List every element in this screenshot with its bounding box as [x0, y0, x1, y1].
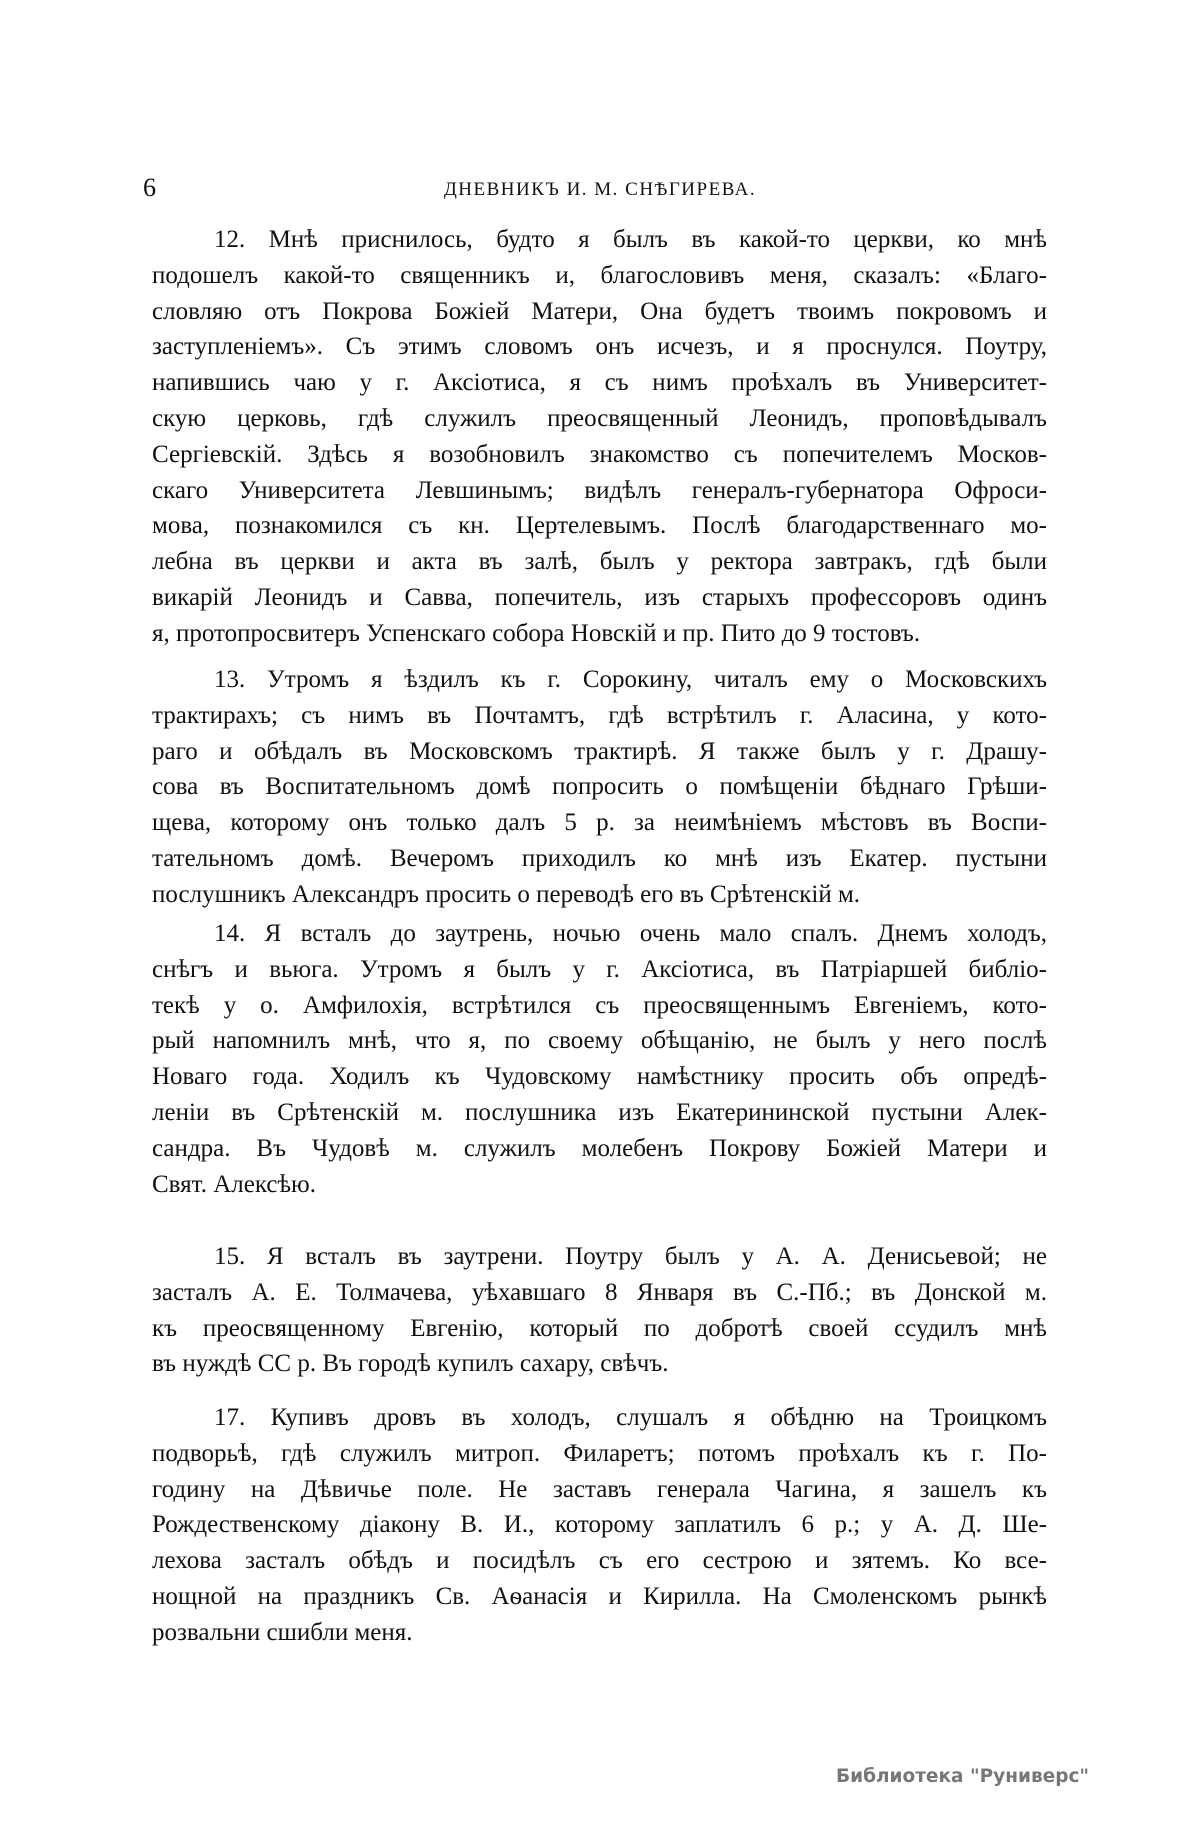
text-line: сова въ Воспитательномъ домѣ попросить о помѣщеніи бѣднаго Грѣши-: [152, 773, 1047, 801]
text-line: 17. Купивъ дровъ въ холодъ, слушалъ я обѣдню на Троицкомъ: [214, 1404, 1047, 1431]
text-line: напившись чаю у г. Аксіотиса, я съ нимъ проѣхалъ въ Университет-: [152, 369, 1047, 397]
text-line: скую церковь, гдѣ служилъ преосвященный Леонидъ, проповѣдывалъ: [152, 404, 1047, 432]
diary-entry-14: [152, 916, 1047, 1202]
text-line: раго и обѣдалъ въ Московскомъ трактирѣ. Я также былъ у г. Драшу-: [152, 737, 1047, 765]
text-line: годину на Дѣвичье поле. Не заставъ генерала Чагина, я зашелъ къ: [152, 1475, 1047, 1503]
text-line: подворьѣ, гдѣ служилъ митроп. Филаретъ; потомъ проѣхалъ къ г. По-: [152, 1439, 1047, 1467]
text-line: Свят. Алексѣю.: [152, 1170, 316, 1198]
text-line: подошелъ какой-то священникъ и, благословивъ меня, сказалъ: «Благо-: [152, 261, 1047, 289]
diary-entry-17: [152, 1400, 1047, 1651]
text-line: Сергіевскій. Здѣсь я возобновилъ знакомство съ попечителемъ Москов-: [152, 440, 1047, 468]
text-line: въ нуждѣ СС р. Въ городѣ купилъ сахару, свѣчъ.: [152, 1350, 669, 1378]
text-line: 14. Я всталъ до заутрень, ночью очень мало спалъ. Днемъ холодъ,: [214, 920, 1047, 947]
text-line: щева, которому онъ только далъ 5 р. за неимѣніемъ мѣстовъ въ Воспи-: [152, 809, 1047, 837]
text-line: розвальни сшибли меня.: [152, 1618, 413, 1646]
text-line: сандра. Въ Чудовѣ м. служилъ молебенъ Покрову Божіей Матери и: [152, 1134, 1047, 1162]
text-line: Рождественскому діакону В. И., которому заплатилъ 6 р.; у А. Д. Ше-: [152, 1511, 1047, 1539]
running-title: ДНЕВНИКЪ И. М. СНѢГИРЕВА.: [443, 179, 757, 200]
diary-entry-12: [152, 222, 1047, 652]
text-line: лебна въ церкви и акта въ залѣ, былъ у ректора завтракъ, гдѣ были: [152, 548, 1047, 576]
text-line: словляю отъ Покрова Божіей Матери, Она будетъ твоимъ покровомъ и: [152, 297, 1047, 325]
diary-entry-13: [152, 662, 1047, 913]
text-line: 13. Утромъ я ѣздилъ къ г. Сорокину, читалъ ему о Московскихъ: [214, 666, 1047, 693]
text-line: послушникъ Александръ просить о переводѣ его въ Срѣтенскій м.: [152, 880, 861, 908]
text-line: 15. Я всталъ въ заутрени. Поутру былъ у А. А. Денисьевой; не: [214, 1243, 1047, 1270]
text-line: лехова засталъ обѣдъ и посидѣлъ съ его сестрою и зятемъ. Ко все-: [152, 1547, 1047, 1575]
text-line: заступленіемъ». Съ этимъ словомъ онъ исчезъ, и я проснулся. Поутру,: [152, 333, 1047, 361]
page-number: 6: [143, 173, 156, 202]
text-line: рый напомнилъ мнѣ, что я, по своему обѣщанію, не былъ у него послѣ: [152, 1027, 1047, 1055]
text-line: снѣгъ и вьюга. Утромъ я былъ у г. Аксіотиса, въ Патріаршей библіо-: [152, 955, 1047, 983]
text-line: леніи въ Срѣтенскій м. послушника изъ Екатерининской пустыни Алек-: [152, 1098, 1047, 1126]
diary-entry-15: [152, 1239, 1047, 1382]
text-line: Новаго года. Ходилъ къ Чудовскому намѣстнику просить объ опредѣ-: [152, 1063, 1047, 1091]
text-line: нощной на праздникъ Св. Аѳанасія и Кирилла. На Смоленскомъ рынкѣ: [152, 1582, 1047, 1610]
text-line: къ преосвященному Евгенію, который по добротѣ своей ссудилъ мнѣ: [152, 1314, 1047, 1342]
text-line: текѣ у о. Амфилохія, встрѣтился съ преосвященнымъ Евгеніемъ, кото-: [152, 991, 1047, 1019]
text-line: я, протопросвитеръ Успенскаго собора Новскій и пр. Пито до 9 тостовъ.: [152, 619, 921, 647]
library-watermark: Библиотека "Руниверс": [836, 1766, 1090, 1787]
text-line: тательномъ домѣ. Вечеромъ приходилъ ко мнѣ изъ Екатер. пустыни: [152, 844, 1047, 872]
text-line: засталъ А. Е. Толмачева, уѣхавшаго 8 Января въ С.-Пб.; въ Донской м.: [152, 1278, 1047, 1306]
text-line: скаго Университета Левшинымъ; видѣлъ генералъ-губернатора Офроси-: [152, 476, 1047, 504]
text-line: 12. Мнѣ приснилось, будто я былъ въ какой-то церкви, ко мнѣ: [214, 226, 1047, 253]
text-line: викарій Леонидъ и Савва, попечитель, изъ старыхъ профессоровъ одинъ: [152, 583, 1047, 611]
text-line: трактирахъ; съ нимъ въ Почтамтъ, гдѣ встрѣтилъ г. Аласина, у кото-: [152, 701, 1047, 729]
text-line: мова, познакомился съ кн. Цертелевымъ. Послѣ благодарственнаго мо-: [152, 512, 1047, 540]
